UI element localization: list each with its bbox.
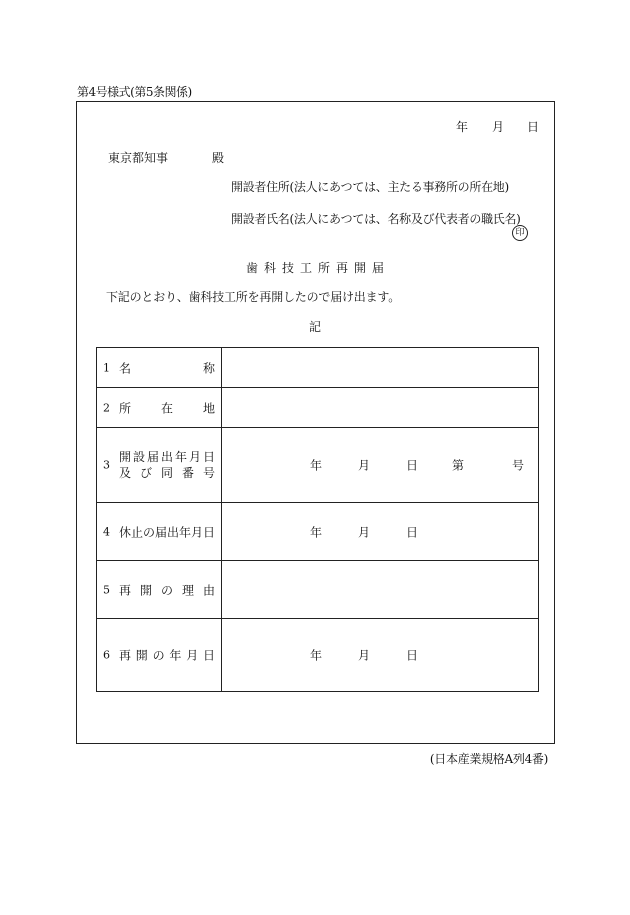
table-row bbox=[97, 388, 539, 428]
intro-text: 下記のとおり、歯科技工所を再開したので届け出ます。 bbox=[106, 290, 401, 304]
row-label: 名称 bbox=[119, 361, 215, 375]
row-number: 3 bbox=[103, 458, 110, 472]
applicant-address-label: 開設者住所(法人にあつては、主たる事務所の所在地) bbox=[231, 180, 509, 194]
row-label-cell bbox=[97, 388, 222, 428]
applicant-name-label: 開設者氏名(法人にあつては、名称及び代表者の職氏名) bbox=[231, 212, 521, 226]
value-month: 月 bbox=[358, 458, 371, 473]
document-title: 歯科技工所再開届 bbox=[245, 261, 390, 275]
addressee-honorific: 殿 bbox=[212, 151, 225, 165]
value-go: 号 bbox=[512, 458, 525, 473]
row-number: 5 bbox=[103, 583, 110, 596]
row-label-cell bbox=[97, 503, 222, 561]
table-row bbox=[97, 619, 539, 692]
seal-mark: 印 bbox=[512, 225, 528, 241]
reason-value-cell[interactable] bbox=[222, 561, 539, 619]
table-row bbox=[97, 503, 539, 561]
details-table bbox=[96, 347, 539, 692]
table-row bbox=[97, 348, 539, 388]
suspension-date-value-cell[interactable] bbox=[222, 503, 539, 561]
value-day: 日 bbox=[406, 525, 419, 539]
date-year: 年 bbox=[456, 120, 469, 134]
name-value-cell[interactable] bbox=[222, 348, 539, 388]
value-dai: 第 bbox=[452, 458, 465, 473]
row-label-cell bbox=[97, 348, 222, 388]
value-year: 年 bbox=[310, 525, 323, 539]
table-row bbox=[97, 561, 539, 619]
value-day: 日 bbox=[406, 648, 419, 663]
value-month: 月 bbox=[358, 525, 371, 539]
table-row bbox=[97, 428, 539, 503]
value-year: 年 bbox=[310, 458, 323, 473]
row-label-line2: 及び同番号 bbox=[119, 466, 215, 480]
row-number: 6 bbox=[103, 648, 110, 662]
form-number-label: 第4号様式(第5条関係) bbox=[77, 85, 192, 99]
row-label-cell bbox=[97, 619, 222, 692]
location-value-cell[interactable] bbox=[222, 388, 539, 428]
row-label: 再開の年月日 bbox=[119, 648, 215, 663]
row-label: 所在地 bbox=[119, 401, 215, 415]
date-day: 日 bbox=[527, 120, 540, 134]
row-label-cell bbox=[97, 561, 222, 619]
row-number: 1 bbox=[103, 361, 110, 374]
ki-heading: 記 bbox=[308, 320, 321, 334]
row-number: 4 bbox=[103, 525, 110, 538]
row-number: 2 bbox=[103, 401, 110, 414]
row-label-two-line bbox=[119, 449, 215, 481]
row-label-cell bbox=[97, 428, 222, 503]
addressee-name: 東京都知事 bbox=[108, 151, 169, 165]
row-label: 再開の理由 bbox=[119, 583, 215, 597]
open-date-value-cell[interactable] bbox=[222, 428, 539, 503]
row-label-line1: 開設届出年月日 bbox=[119, 450, 215, 464]
reopen-date-value-cell[interactable] bbox=[222, 619, 539, 692]
date-month: 月 bbox=[492, 120, 505, 134]
value-year: 年 bbox=[310, 648, 323, 663]
row-label: 休止の届出年月日 bbox=[119, 525, 216, 539]
value-day: 日 bbox=[406, 458, 419, 473]
paper-size-note: (日本産業規格A列4番) bbox=[429, 752, 548, 766]
value-month: 月 bbox=[358, 648, 371, 663]
